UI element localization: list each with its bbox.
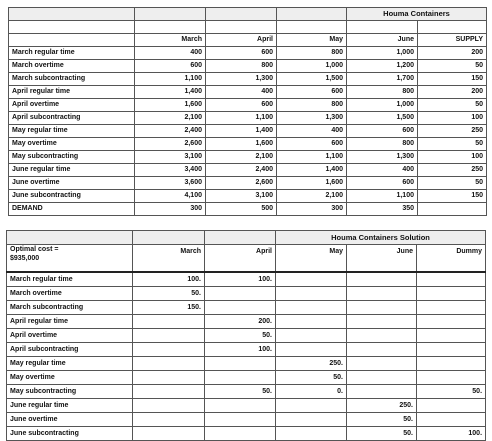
row-label: April regular time xyxy=(9,86,135,99)
table-row xyxy=(7,385,486,399)
table-cell xyxy=(347,371,417,385)
table-cell: 1,100 xyxy=(135,73,206,86)
table-cell xyxy=(205,357,276,371)
table-row xyxy=(9,112,487,125)
table-row xyxy=(9,138,487,151)
blank-cell xyxy=(135,21,206,34)
blank-cell xyxy=(9,21,135,34)
row-label: March subcontracting xyxy=(9,73,135,86)
table-cell: 3,400 xyxy=(135,164,206,177)
blank-cell xyxy=(135,8,206,21)
row-label: May subcontracting xyxy=(9,151,135,164)
table-cell xyxy=(417,343,486,357)
table-cell: 3,100 xyxy=(135,151,206,164)
row-label: March regular time xyxy=(9,47,135,60)
table-cell: 800 xyxy=(206,60,277,73)
column-header: SUPPLY xyxy=(418,34,487,47)
table-cell xyxy=(347,329,417,343)
table-cell xyxy=(347,315,417,329)
blank-cell xyxy=(206,21,277,34)
table-row xyxy=(9,190,487,203)
table-cell: 1,600 xyxy=(135,99,206,112)
table-cell: 800 xyxy=(347,86,418,99)
row-label: May regular time xyxy=(9,125,135,138)
table-cell xyxy=(276,272,347,287)
table-row xyxy=(9,47,487,60)
row-label: April subcontracting xyxy=(9,112,135,125)
table-cell: 600 xyxy=(206,47,277,60)
table-cell xyxy=(417,399,486,413)
row-label: DEMAND xyxy=(9,203,135,216)
table-cell: 600 xyxy=(347,177,418,190)
column-header: June xyxy=(347,34,418,47)
table-cell xyxy=(417,413,486,427)
table-cell xyxy=(133,371,205,385)
table-cell: 800 xyxy=(277,47,347,60)
table-cell: 1,700 xyxy=(347,73,418,86)
table-cell: 50 xyxy=(418,177,487,190)
title-row xyxy=(9,8,487,21)
table-cell xyxy=(133,427,205,441)
table-cell xyxy=(133,329,205,343)
table-cell xyxy=(276,399,347,413)
row-label: April overtime xyxy=(7,329,133,343)
table-cell: 150 xyxy=(418,73,487,86)
header-row xyxy=(9,34,487,47)
table-cell xyxy=(205,371,276,385)
table-cell: 2,600 xyxy=(135,138,206,151)
table-cell: 4,100 xyxy=(135,190,206,203)
table-cell: 50. xyxy=(347,413,417,427)
header-row xyxy=(7,245,486,273)
table-cell xyxy=(133,399,205,413)
blank-cell xyxy=(277,8,347,21)
blank-cell xyxy=(347,21,418,34)
houma-containers-body xyxy=(9,8,487,216)
table-cell: 600 xyxy=(347,125,418,138)
column-header: March xyxy=(135,34,206,47)
table-row xyxy=(7,357,486,371)
table-cell: 3,600 xyxy=(135,177,206,190)
table-cell xyxy=(347,357,417,371)
table-cell: 1,100 xyxy=(277,151,347,164)
table-cell: 150. xyxy=(133,301,205,315)
table-cell: 100 xyxy=(418,151,487,164)
table-cell xyxy=(133,357,205,371)
table-row xyxy=(7,272,486,287)
table-cell: 1,400 xyxy=(206,125,277,138)
table-row xyxy=(7,287,486,301)
row-label: June overtime xyxy=(7,413,133,427)
row-label: March overtime xyxy=(9,60,135,73)
table-row xyxy=(9,177,487,190)
table-cell: 1,500 xyxy=(277,73,347,86)
table-cell: 3,100 xyxy=(206,190,277,203)
table-cell xyxy=(276,301,347,315)
table-cell: 400 xyxy=(347,164,418,177)
column-header xyxy=(9,34,135,47)
table-cell: 400 xyxy=(206,86,277,99)
table-cell xyxy=(276,315,347,329)
table-row xyxy=(7,343,486,357)
table-row xyxy=(9,60,487,73)
row-label: June subcontracting xyxy=(9,190,135,203)
table-cell: 100. xyxy=(133,272,205,287)
table-cell: 50. xyxy=(133,287,205,301)
houma-solution-body xyxy=(7,231,486,441)
blank-cell xyxy=(205,231,276,245)
table-cell: 600 xyxy=(277,138,347,151)
table-cell: 1,300 xyxy=(347,151,418,164)
column-header: April xyxy=(205,245,276,273)
table-cell xyxy=(347,272,417,287)
table-cell: 600 xyxy=(206,99,277,112)
houma-containers-solution-table xyxy=(6,230,486,441)
blank-cell xyxy=(133,231,205,245)
table-cell: 1,000 xyxy=(347,47,418,60)
row-label: March overtime xyxy=(7,287,133,301)
table-cell: 500 xyxy=(206,203,277,216)
table-cell: 50. xyxy=(205,385,276,399)
table-cell: 400 xyxy=(277,125,347,138)
table-cell: 800 xyxy=(347,138,418,151)
table-cell: 100. xyxy=(205,343,276,357)
table-row xyxy=(9,86,487,99)
table-cell: 50 xyxy=(418,99,487,112)
table-cell: 350 xyxy=(347,203,418,216)
blank-cell xyxy=(7,231,133,245)
table-cell: 1,400 xyxy=(135,86,206,99)
blank-cell xyxy=(9,8,135,21)
table-cell: 2,400 xyxy=(135,125,206,138)
row-label: April overtime xyxy=(9,99,135,112)
table-row xyxy=(7,329,486,343)
table-cell xyxy=(418,203,487,216)
table-cell: 600 xyxy=(135,60,206,73)
table-cell: 2,100 xyxy=(135,112,206,125)
optimal-cost: Optimal cost = $935,000 xyxy=(7,245,133,273)
table-row xyxy=(9,164,487,177)
table-cell: 1,300 xyxy=(206,73,277,86)
table-cell xyxy=(347,385,417,399)
row-label: June overtime xyxy=(9,177,135,190)
row-label: May overtime xyxy=(7,371,133,385)
table-cell xyxy=(347,343,417,357)
table-cell: 0. xyxy=(276,385,347,399)
table-cell xyxy=(417,301,486,315)
row-label: April subcontracting xyxy=(7,343,133,357)
table-cell: 50. xyxy=(276,371,347,385)
blank-cell xyxy=(206,8,277,21)
blank-cell xyxy=(277,21,347,34)
table-cell xyxy=(417,315,486,329)
table-row xyxy=(9,203,487,216)
table-cell: 200 xyxy=(418,86,487,99)
column-header: March xyxy=(133,245,205,273)
column-header: May xyxy=(276,245,347,273)
table-cell xyxy=(205,301,276,315)
table-row xyxy=(7,413,486,427)
table-cell: 2,400 xyxy=(206,164,277,177)
table-cell xyxy=(417,371,486,385)
table-cell: 50. xyxy=(347,427,417,441)
table-cell: 250 xyxy=(418,164,487,177)
table-cell: 1,600 xyxy=(206,138,277,151)
table-cell xyxy=(276,427,347,441)
table-cell xyxy=(205,427,276,441)
blank-cell xyxy=(418,21,487,34)
table-cell xyxy=(276,329,347,343)
table-cell xyxy=(417,357,486,371)
table-title: Houma Containers xyxy=(347,8,487,21)
table-row xyxy=(9,99,487,112)
table-row xyxy=(7,371,486,385)
table-title: Houma Containers Solution xyxy=(276,231,486,245)
table-cell: 400 xyxy=(135,47,206,60)
table-cell: 50 xyxy=(418,138,487,151)
column-header: June xyxy=(347,245,417,273)
table-cell: 1,200 xyxy=(347,60,418,73)
spacer-row xyxy=(9,21,487,34)
table-cell xyxy=(276,287,347,301)
table-cell: 100. xyxy=(205,272,276,287)
row-label: May regular time xyxy=(7,357,133,371)
table-cell: 1,500 xyxy=(347,112,418,125)
table-cell xyxy=(347,287,417,301)
table-cell xyxy=(347,301,417,315)
table-cell xyxy=(205,399,276,413)
table-cell: 1,400 xyxy=(277,164,347,177)
table-cell xyxy=(205,413,276,427)
table-cell xyxy=(205,287,276,301)
table-cell xyxy=(417,287,486,301)
table-cell xyxy=(133,343,205,357)
row-label: June regular time xyxy=(7,399,133,413)
row-label: April regular time xyxy=(7,315,133,329)
table-cell: 250. xyxy=(347,399,417,413)
row-label: June regular time xyxy=(9,164,135,177)
row-label: May subcontracting xyxy=(7,385,133,399)
column-header: April xyxy=(206,34,277,47)
table-cell: 300 xyxy=(277,203,347,216)
row-label: May overtime xyxy=(9,138,135,151)
table-cell: 2,100 xyxy=(277,190,347,203)
table-cell: 1,100 xyxy=(347,190,418,203)
column-header: May xyxy=(277,34,347,47)
table-cell: 150 xyxy=(418,190,487,203)
table-cell: 300 xyxy=(135,203,206,216)
row-label: June subcontracting xyxy=(7,427,133,441)
table-cell xyxy=(276,343,347,357)
table-row xyxy=(7,427,486,441)
table-cell: 1,300 xyxy=(277,112,347,125)
table-cell: 200. xyxy=(205,315,276,329)
table-cell: 50. xyxy=(205,329,276,343)
houma-containers-table xyxy=(8,7,487,216)
table-cell: 200 xyxy=(418,47,487,60)
table-cell: 2,100 xyxy=(206,151,277,164)
table-cell: 1,000 xyxy=(277,60,347,73)
table-row xyxy=(9,151,487,164)
table-cell: 250. xyxy=(276,357,347,371)
table-cell: 1,100 xyxy=(206,112,277,125)
table-cell xyxy=(133,385,205,399)
table-cell: 100. xyxy=(417,427,486,441)
table-cell: 1,600 xyxy=(277,177,347,190)
table-cell: 600 xyxy=(277,86,347,99)
table-cell xyxy=(133,315,205,329)
table-cell: 50. xyxy=(417,385,486,399)
table-cell: 2,600 xyxy=(206,177,277,190)
table-row xyxy=(7,301,486,315)
table-cell: 800 xyxy=(277,99,347,112)
table-row xyxy=(7,399,486,413)
table-cell xyxy=(276,413,347,427)
column-header: Dummy xyxy=(417,245,486,273)
table-cell: 1,000 xyxy=(347,99,418,112)
table-cell xyxy=(417,329,486,343)
table-cell xyxy=(133,413,205,427)
table-row xyxy=(9,73,487,86)
title-row xyxy=(7,231,486,245)
row-label: March regular time xyxy=(7,272,133,287)
table-cell: 50 xyxy=(418,60,487,73)
table-row xyxy=(7,315,486,329)
table-cell: 250 xyxy=(418,125,487,138)
row-label: March subcontracting xyxy=(7,301,133,315)
table-cell: 100 xyxy=(418,112,487,125)
table-row xyxy=(9,125,487,138)
table-cell xyxy=(417,272,486,287)
